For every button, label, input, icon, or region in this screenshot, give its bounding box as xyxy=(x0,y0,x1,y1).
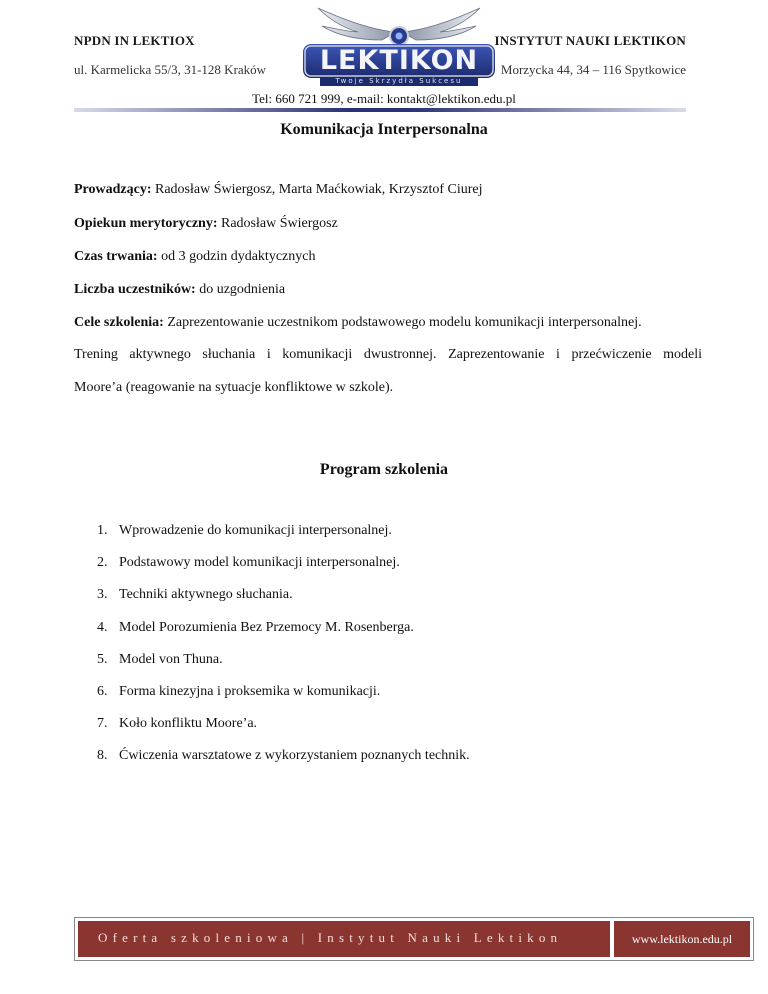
list-item-text: Ćwiczenia warsztatowe z wykorzystaniem poznanych technik. xyxy=(119,748,470,764)
detail-value: do uzgodnienia xyxy=(199,282,286,297)
detail-value: od 3 godzin dydaktycznych xyxy=(161,249,316,264)
list-item xyxy=(97,523,470,555)
list-item xyxy=(97,587,470,619)
detail-duration xyxy=(74,249,315,265)
program-title: Program szkolenia xyxy=(319,461,449,478)
list-item-text: Model von Thuna. xyxy=(119,651,223,667)
goals-line-1 xyxy=(74,315,642,331)
detail-supervisor xyxy=(74,216,338,232)
list-item-number: 4. xyxy=(97,619,108,635)
footer-url[interactable]: www.lektikon.edu.pl xyxy=(614,921,750,957)
goals-text-1: Zaprezentowanie uczestnikom podstawowego modelu komunikacji interpersonalnej. xyxy=(167,315,642,330)
list-item-text: Podstawowy model komunikacji interpersonalnej. xyxy=(119,555,400,571)
list-item xyxy=(97,652,470,684)
left-wing-icon xyxy=(318,8,396,40)
goals-label: Cele szkolenia: xyxy=(74,315,164,330)
list-item-number: 1. xyxy=(97,523,108,538)
detail-label: Prowadzący: xyxy=(74,182,152,197)
header-right-address: Morzycka 44, 34 – 116 Spytkowice xyxy=(500,62,686,77)
list-item xyxy=(97,748,470,780)
detail-value: Radosław Świergosz, Marta Maćkowiak, Krzysztof Ciurej xyxy=(155,182,483,197)
list-item-number: 3. xyxy=(97,587,108,603)
list-item xyxy=(97,684,470,716)
list-item-number: 2. xyxy=(97,555,108,571)
header-contact: Tel: 660 721 999, e-mail: kontakt@lektikon.edu.pl xyxy=(252,91,516,106)
detail-label: Opiekun merytoryczny: xyxy=(74,216,218,231)
header-left-address: ul. Karmelicka 55/3, 31-128 Kraków xyxy=(74,62,267,77)
goals-line-2: Trening aktywnego słuchania i komunikacji dwustronnej. Zaprezentowanie i przećwiczenie modeli xyxy=(74,347,702,362)
detail-participants xyxy=(74,282,285,298)
list-item-text: Techniki aktywnego słuchania. xyxy=(119,587,293,603)
header-right-org: INSTYTUT NAUKI LEKTIKON xyxy=(494,33,686,48)
header-divider xyxy=(74,108,686,112)
program-list xyxy=(97,523,470,781)
list-item-text: Model Porozumienia Bez Przemocy M. Rosenberga. xyxy=(119,619,414,635)
header-left-org: NPDN IN LEKTIOX xyxy=(74,33,195,48)
list-item-text: Forma kinezyjna i proksemika w komunikacji. xyxy=(119,683,381,699)
detail-label: Czas trwania: xyxy=(74,249,158,264)
list-item xyxy=(97,716,470,748)
detail-value: Radosław Świergosz xyxy=(220,216,338,231)
list-item-number: 6. xyxy=(97,683,108,699)
logo-text: LEKTIKON xyxy=(319,45,479,76)
logo xyxy=(300,6,498,88)
detail-label: Liczba uczestników: xyxy=(74,282,196,297)
logo-tagline: Twoje Skrzydła Sukcesu xyxy=(335,77,463,85)
list-item xyxy=(97,620,470,652)
right-wing-icon xyxy=(402,8,480,40)
footer-bar xyxy=(78,921,610,957)
goals-line-3: Moore’a (reagowanie na sytuacje konfliktowe w szkole). xyxy=(74,380,394,395)
page-title: Komunikacja Interpersonalna xyxy=(280,121,488,138)
detail-trainers xyxy=(74,182,483,198)
list-item-text: Wprowadzenie do komunikacji interpersonalnej. xyxy=(119,523,392,538)
footer-text: Oferta szkoleniowa | Instytut Nauki Lektikon xyxy=(98,930,563,945)
list-item-number: 8. xyxy=(97,748,108,764)
list-item-text: Koło konfliktu Moore’a. xyxy=(119,716,258,732)
list-item xyxy=(97,555,470,587)
list-item-number: 7. xyxy=(97,716,108,732)
list-item-number: 5. xyxy=(97,651,108,667)
